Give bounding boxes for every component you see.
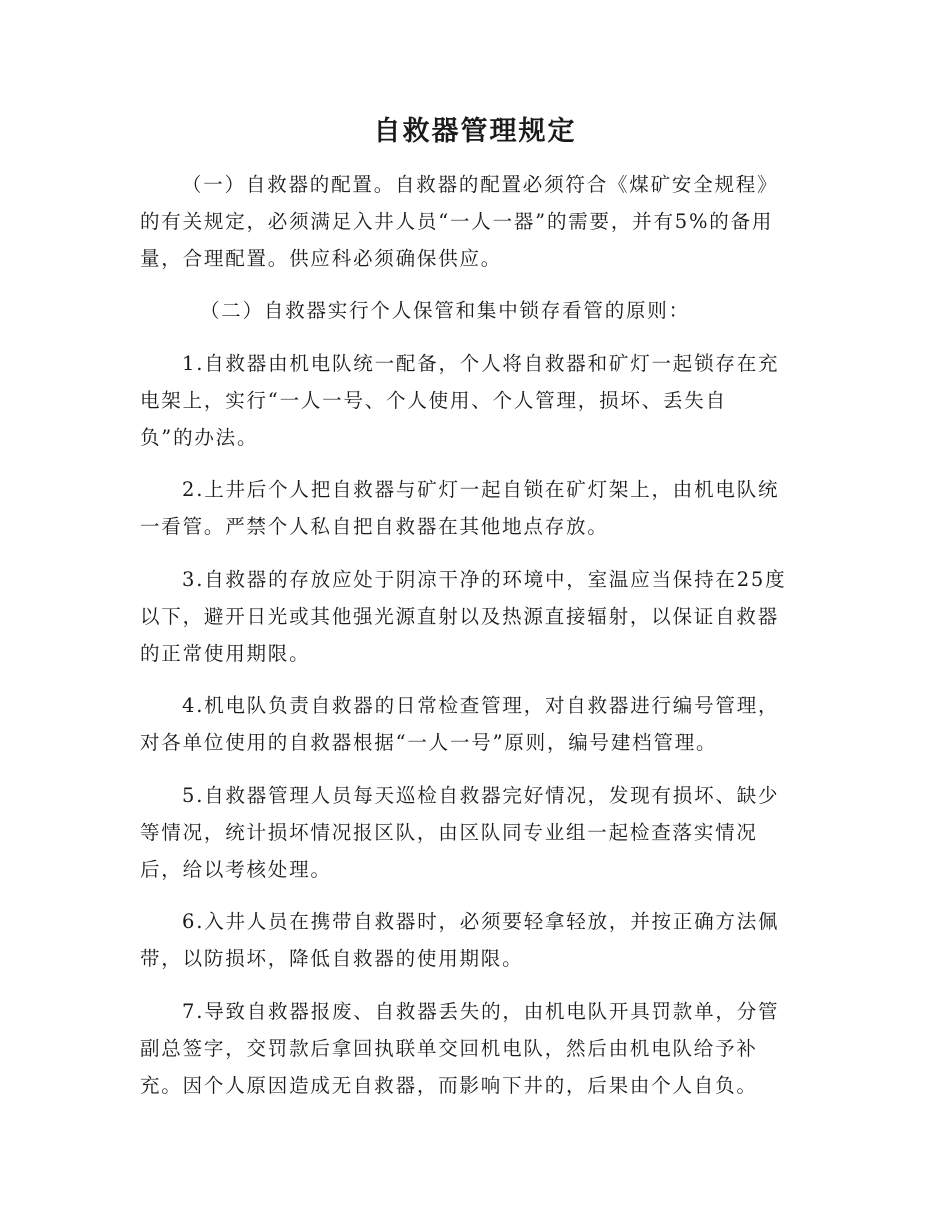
document-title: 自救器管理规定 <box>373 116 577 147</box>
paragraph-line: 后，给以考核处理。 <box>140 858 332 881</box>
paragraph-line: 的正常使用期限。 <box>140 642 311 665</box>
paragraph-line: 量，合理配置。供应科必须确保供应。 <box>140 247 503 270</box>
paragraph-line: 2.上井后个人把自救器与矿灯一起自锁在矿灯架上，由机电队统 <box>182 478 780 501</box>
paragraph-line: 负”的办法。 <box>140 426 259 449</box>
paragraph-line: 充。因个人原因造成无自救器，而影响下井的，后果由个人自负。 <box>140 1074 758 1097</box>
paragraph-line: （二）自救器实行个人保管和集中锁存看管的原则： <box>200 299 690 322</box>
paragraph-line: 4.机电队负责自救器的日常检查管理，对自救器进行编号管理， <box>182 694 780 717</box>
paragraph-line: 7.导致自救器报废、自救器丢失的，由机电队开具罚款单，分管 <box>182 1000 780 1023</box>
paragraph-line: 等情况，统计损坏情况报区队，由区队同专业组一起检查落实情况 <box>140 821 758 844</box>
paragraph-line: 对各单位使用的自救器根据“一人一号”原则，编号建档管理。 <box>140 731 718 754</box>
paragraph-item-1 <box>140 345 808 456</box>
paragraph-line: 带，以防损坏，降低自救器的使用期限。 <box>140 947 524 970</box>
paragraph-line: 一看管。严禁个人私自把自救器在其他地点存放。 <box>140 515 609 538</box>
paragraph-line: 5.自救器管理人员每天巡检自救器完好情况，发现有损坏、缺少 <box>182 784 780 807</box>
paragraph-item-6 <box>140 903 808 977</box>
paragraph-line: 以下，避开日光或其他强光源直射以及热源直接辐射，以保证自救器 <box>140 605 780 628</box>
paragraph-item-4 <box>140 687 808 761</box>
paragraph-line: 电架上，实行“一人一号、个人使用、个人管理，损坏、丢失自 <box>140 389 727 412</box>
paragraph-item-3 <box>140 561 808 672</box>
paragraph-item-5 <box>140 777 808 888</box>
paragraph-line: 3.自救器的存放应处于阴凉干净的环境中，室温应当保持在25度 <box>182 568 787 591</box>
paragraph-line: 副总签字，交罚款后拿回执联单交回机电队，然后由机电队给予补 <box>140 1037 758 1060</box>
paragraph-line: （一）自救器的配置。自救器的配置必须符合《煤矿安全规程》 <box>182 173 779 196</box>
paragraph-line: 6.入井人员在携带自救器时，必须要轻拿轻放，并按正确方法佩 <box>182 910 780 933</box>
paragraph-item-7 <box>140 993 808 1104</box>
paragraph-configuration <box>140 166 808 277</box>
paragraph-item-2 <box>140 471 808 545</box>
paragraph-line: 的有关规定，必须满足入井人员“一人一器”的需要，并有5%的备用 <box>140 210 774 233</box>
paragraph-custody-principle <box>140 292 808 329</box>
paragraph-line: 1.自救器由机电队统一配备，个人将自救器和矿灯一起锁存在充 <box>182 352 780 375</box>
